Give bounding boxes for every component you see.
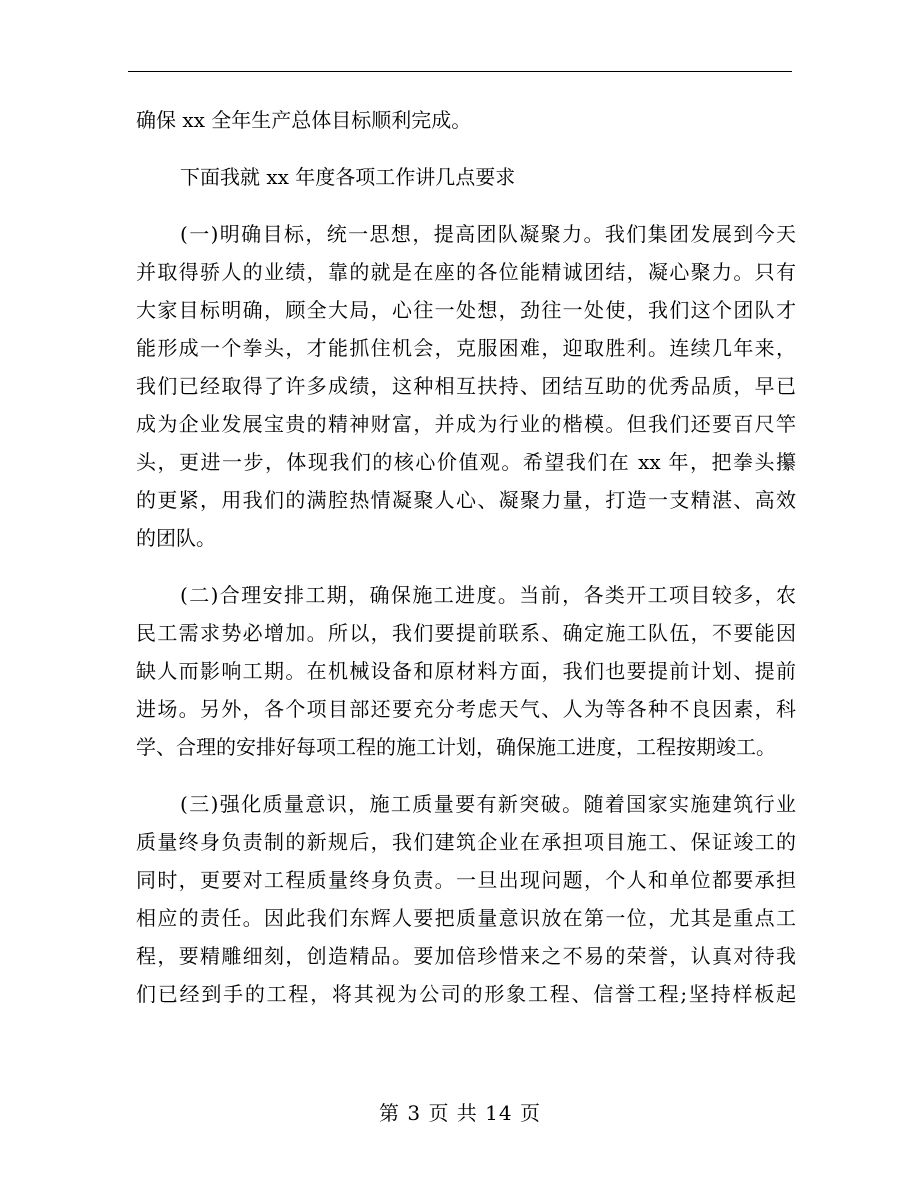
- text-line: 成为企业发展宝贵的精神财富，并成为行业的楷模。但我们还要百尺竿: [136, 412, 796, 436]
- text-line: 大家目标明确，顾全大局，心往一处想，劲往一处使，我们这个团队才: [136, 298, 796, 322]
- document-body: [136, 101, 796, 1032]
- text-line: 头，更进一步，体现我们的核心价值观。希望我们在 xx 年，把拳头攥: [136, 450, 796, 474]
- text-line: 下面我就 xx 年度各项工作讲几点要求: [180, 165, 516, 189]
- text-line: 民工需求势必增加。所以，我们要提前联系、确定施工队伍，不要能因: [136, 621, 796, 645]
- page-number: 第 3 页 共 14 页: [379, 1101, 541, 1125]
- text-line: 我们已经取得了许多成绩，这种相互扶持、团结互助的优秀品质，早已: [136, 374, 796, 398]
- text-line: 相应的责任。因此我们东辉人要把质量意识放在第一位，尤其是重点工: [136, 906, 796, 930]
- text-line: 并取得骄人的业绩，靠的就是在座的各位能精诚团结，凝心聚力。只有: [136, 260, 796, 284]
- text-line: 学、合理的安排好每项工程的施工计划，确保施工进度，工程按期竣工。: [136, 735, 776, 759]
- text-line: 的团队。: [136, 526, 216, 550]
- text-line: 同时，更要对工程质量终身负责。一旦出现问题，个人和单位都要承担: [136, 868, 796, 892]
- text-line: 的更紧，用我们的满腔热情凝聚人心、凝聚力量，打造一支精湛、高效: [136, 488, 796, 512]
- text-line: 进场。另外，各个项目部还要充分考虑天气、人为等各种不良因素，科: [136, 697, 796, 721]
- text-line: 质量终身负责制的新规后，我们建筑企业在承担项目施工、保证竣工的: [136, 830, 796, 854]
- text-line: (三)强化质量意识，施工质量要有新突破。随着国家实施建筑行业: [180, 792, 796, 816]
- paragraph: [136, 785, 796, 1013]
- paragraph: [136, 576, 796, 766]
- text-line: 程，要精雕细刻，创造精品。要加倍珍惜来之不易的荣誉，认真对待我: [136, 944, 796, 968]
- text-line: 们已经到手的工程，将其视为公司的形象工程、信誉工程;坚持样板起: [136, 982, 796, 1006]
- text-line: (二)合理安排工期，确保施工进度。当前，各类开工项目较多，农: [180, 583, 796, 607]
- paragraph: [136, 101, 796, 139]
- text-line: (一)明确目标，统一思想，提高团队凝聚力。我们集团发展到今天: [180, 222, 796, 246]
- text-line: 能形成一个拳头，才能抓住机会，克服困难，迎取胜利。连续几年来，: [136, 336, 796, 360]
- paragraph: [136, 215, 796, 557]
- header-rule: [128, 71, 792, 72]
- paragraph: [136, 158, 796, 196]
- text-line: 缺人而影响工期。在机械设备和原材料方面，我们也要提前计划、提前: [136, 659, 796, 683]
- text-line: 确保 xx 全年生产总体目标顺利完成。: [136, 108, 472, 132]
